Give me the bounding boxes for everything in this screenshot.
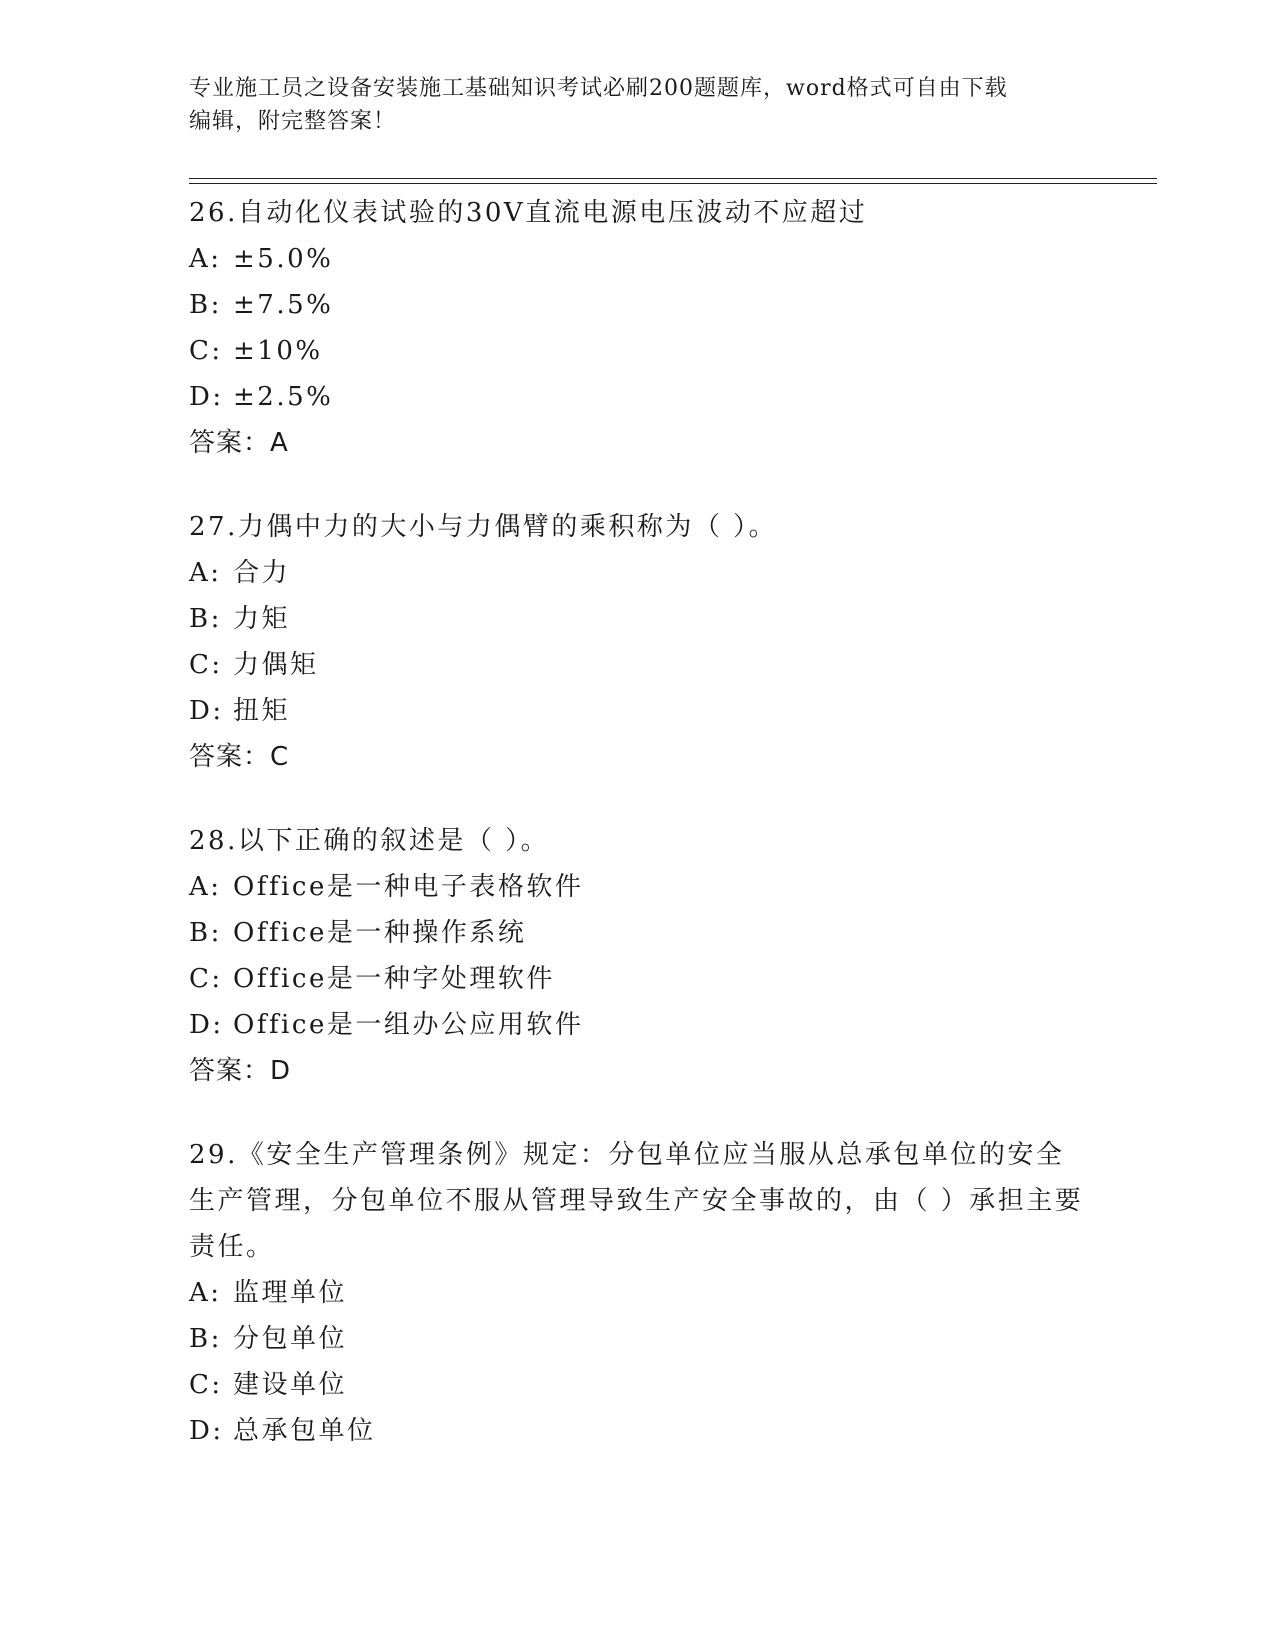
option-text: Office是一种字处理软件 — [233, 964, 555, 994]
option-a — [189, 1270, 1089, 1316]
option-c — [189, 642, 1089, 688]
question-text: 29.《安全生产管理条例》规定：分包单位应当服从总承包单位的安全生产管理，分包单位不服从管理导致生产安全事故的，由（ ）承担主要责任。 — [189, 1140, 1084, 1262]
header-line-1: 专业施工员之设备安装施工基础知识考试必刷200题题库，word格式可自由下载 — [189, 76, 1008, 101]
option-text: Office是一组办公应用软件 — [233, 1010, 584, 1040]
option-letter: D: — [189, 1010, 224, 1040]
option-a — [189, 864, 1089, 910]
option-text: 力矩 — [233, 604, 291, 634]
option-letter: A: — [189, 558, 222, 588]
header-line-2: 编辑，附完整答案！ — [189, 109, 397, 134]
header-divider-bottom — [189, 183, 1157, 184]
option-letter: A: — [189, 1278, 222, 1308]
option-b — [189, 596, 1089, 642]
option-text: 建设单位 — [233, 1370, 348, 1400]
option-text: ±10% — [233, 336, 323, 366]
question-26 — [189, 190, 1089, 466]
option-letter: C: — [189, 964, 223, 994]
option-letter: B: — [189, 604, 222, 634]
question-text: 27.力偶中力的大小与力偶臂的乘积称为（ ）。 — [189, 512, 778, 542]
option-letter: C: — [189, 1370, 223, 1400]
option-text: ±7.5% — [233, 290, 334, 320]
option-letter: A: — [189, 244, 222, 274]
option-text: 扭矩 — [233, 696, 291, 726]
question-text: 26.自动化仪表试验的30V直流电源电压波动不应超过 — [189, 198, 868, 228]
document-header — [189, 72, 1089, 138]
option-text: Office是一种电子表格软件 — [233, 872, 584, 902]
option-text: 合力 — [233, 558, 291, 588]
option-b — [189, 910, 1089, 956]
option-d — [189, 1002, 1089, 1048]
question-28 — [189, 818, 1089, 1094]
option-text: ±2.5% — [233, 382, 334, 412]
option-text: Office是一种操作系统 — [233, 918, 527, 948]
option-text: 分包单位 — [233, 1324, 348, 1354]
option-d — [189, 374, 1089, 420]
option-b — [189, 1316, 1089, 1362]
option-c — [189, 956, 1089, 1002]
answer-line: 答案：C — [189, 742, 290, 772]
option-letter: B: — [189, 290, 222, 320]
option-d — [189, 1408, 1089, 1454]
option-text: ±5.0% — [233, 244, 334, 274]
option-b — [189, 282, 1089, 328]
option-letter: D: — [189, 696, 224, 726]
option-d — [189, 688, 1089, 734]
question-29 — [189, 1132, 1089, 1454]
option-letter: B: — [189, 918, 222, 948]
question-27 — [189, 504, 1089, 780]
option-a — [189, 550, 1089, 596]
answer-line: 答案：D — [189, 1056, 292, 1086]
option-letter: C: — [189, 650, 223, 680]
option-c — [189, 1362, 1089, 1408]
option-letter: C: — [189, 336, 223, 366]
option-c — [189, 328, 1089, 374]
question-text: 28.以下正确的叙述是（ ）。 — [189, 826, 550, 856]
header-divider-top — [189, 178, 1157, 179]
question-list — [189, 190, 1089, 1492]
option-text: 监理单位 — [233, 1278, 348, 1308]
option-letter: B: — [189, 1324, 222, 1354]
option-letter: D: — [189, 382, 224, 412]
answer-line: 答案：A — [189, 428, 289, 458]
option-letter: D: — [189, 1416, 224, 1446]
option-a — [189, 236, 1089, 282]
option-text: 总承包单位 — [233, 1416, 376, 1446]
option-text: 力偶矩 — [233, 650, 319, 680]
option-letter: A: — [189, 872, 222, 902]
